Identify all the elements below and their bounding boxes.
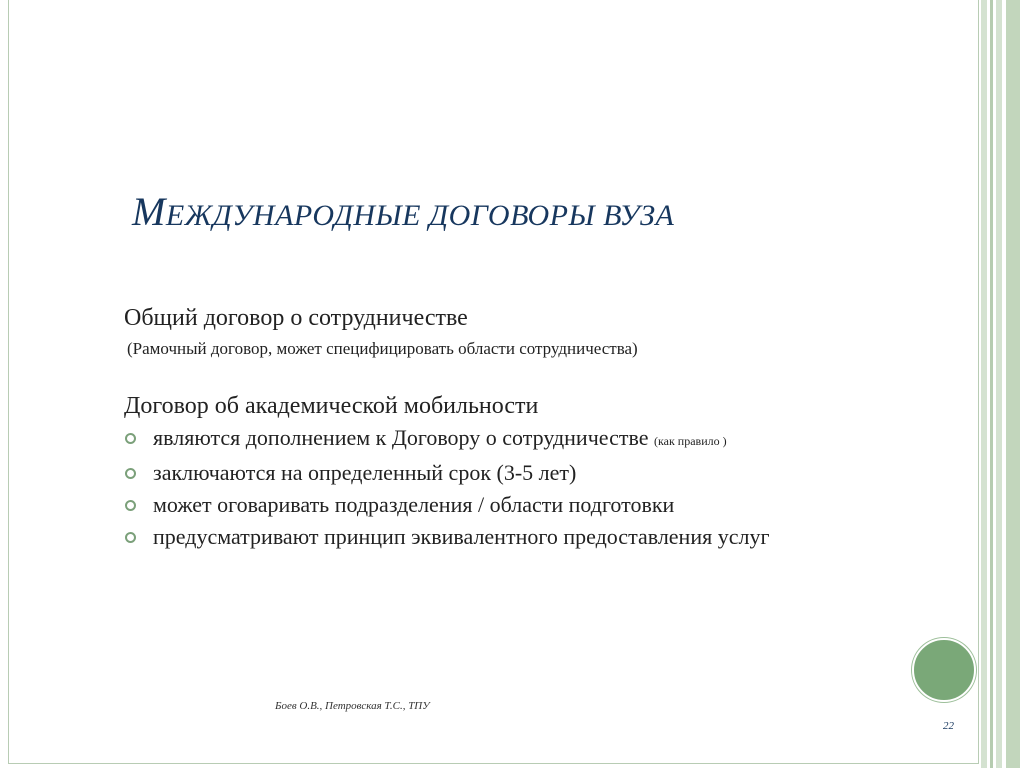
list-item-text: являются дополнением к Договору о сотрудничестве (153, 425, 649, 450)
decorative-stripe (1006, 0, 1020, 768)
list-item-note: (как правило ) (653, 434, 727, 448)
mobility-bullet-list (124, 422, 954, 553)
slide-content (124, 302, 954, 553)
list-item (124, 457, 954, 489)
list-item (124, 489, 954, 521)
decorative-stripe (996, 0, 1002, 768)
list-item-text: может оговаривать подразделения / области подготовки (153, 492, 675, 517)
decorative-circle (912, 638, 976, 702)
list-item-text: предусматривают принцип эквивалентного предоставления услуг (153, 524, 770, 549)
general-agreement-note: (Рамочный договор, может специфицировать области сотрудничества) (127, 339, 638, 358)
mobility-agreement-heading: Договор об академической мобильности (124, 393, 539, 419)
decorative-stripe (981, 0, 987, 768)
slide-title-rest: ЕЖДУНАРОДНЫЕ ДОГОВОРЫ ВУЗА (165, 199, 675, 232)
list-item-text: заключаются на определенный срок (3-5 лет) (153, 460, 577, 485)
bullet-icon (125, 500, 136, 511)
bullet-icon (125, 532, 136, 543)
page-number: 22 (943, 720, 954, 732)
bullet-icon (125, 433, 136, 444)
decorative-stripe (990, 0, 993, 768)
slide-title (132, 188, 952, 235)
list-item (124, 422, 954, 457)
general-agreement-heading: Общий договор о сотрудничестве (124, 305, 468, 331)
footer-authors: Боев О.В., Петровская Т.С., ТПУ (275, 700, 430, 712)
list-item (124, 521, 954, 553)
slide-title-initial: М (132, 189, 166, 234)
bullet-icon (125, 468, 136, 479)
